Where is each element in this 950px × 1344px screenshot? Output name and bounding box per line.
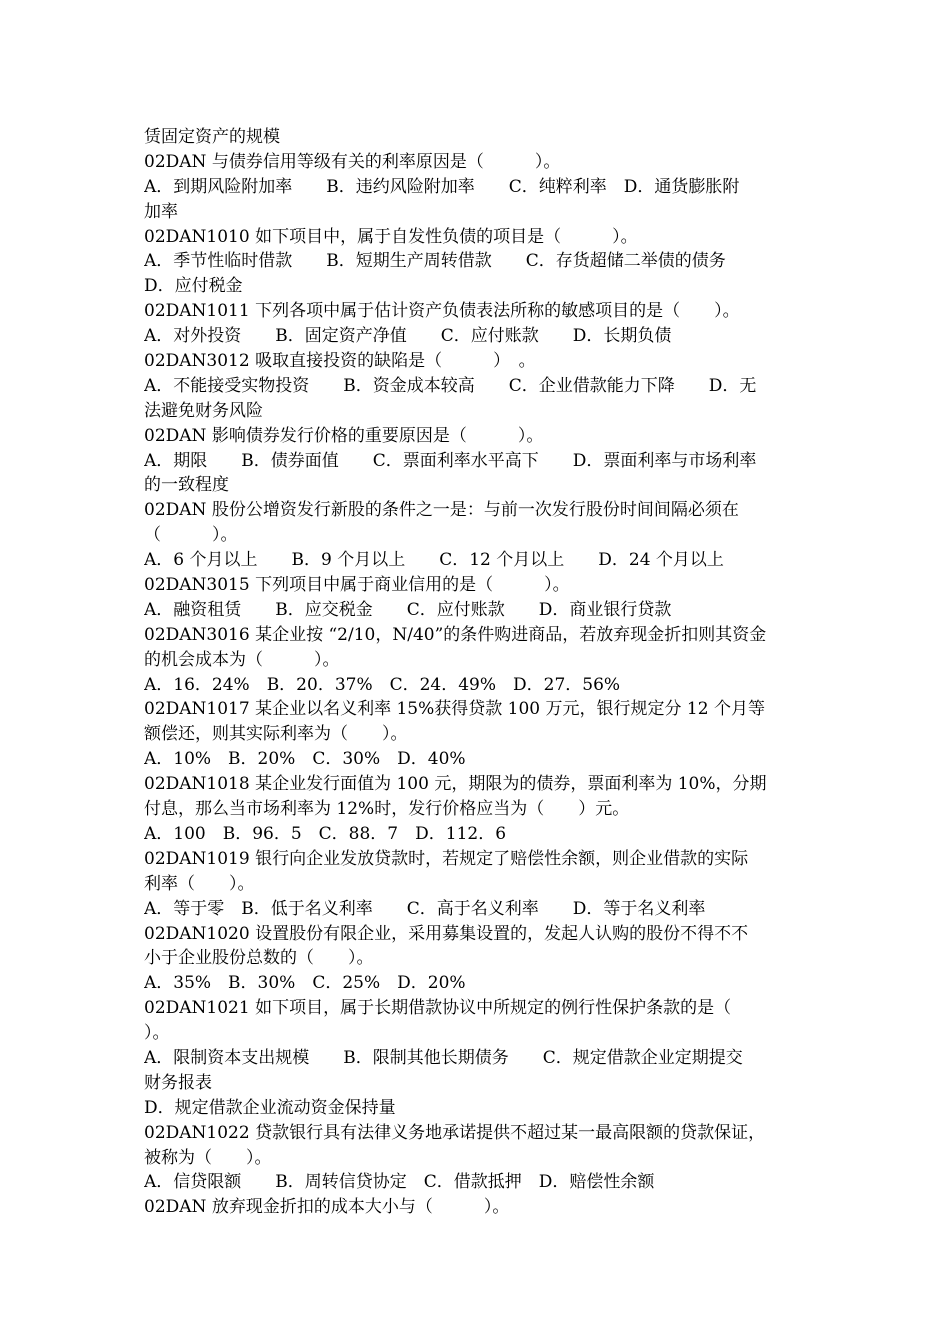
text-line: ）。 [144, 1023, 170, 1044]
text-line: A．35% B．30% C．25% D．20% [144, 973, 466, 994]
text-line: 利率（ ）。 [144, 873, 255, 894]
text-line: 赁固定资产的规模 [144, 127, 280, 147]
text-line: 法避免财务风险 [144, 400, 263, 421]
text-line: A．10% B．20% C．30% D．40% [144, 749, 466, 770]
text-line: 02DAN1020 设置股份有限企业，采用募集设置的，发起人认购的股份不得不不 [144, 923, 749, 944]
text-line: A．100 B．96．5 C．88．7 D．112．6 [144, 823, 507, 844]
text-line: 02DAN1017 某企业以名义利率 15%获得贷款 100 万元，银行规定分 12 个月等 [144, 699, 765, 720]
text-line: A．融资租赁 B．应交税金 C．应付账款 D．商业银行贷款 [144, 599, 672, 620]
text-line: 被称为（ ）。 [144, 1147, 272, 1168]
text-line: A．季节性临时借款 B．短期生产周转借款 C．存货超储二举债的债务 [144, 251, 726, 272]
text-line: 02DAN3016 某企业按 “2/10，N/40”的条件购进商品，若放弃现金折扣则其资金 [144, 624, 767, 645]
text-line: A．到期风险附加率 B．违约风险附加率 C．纯粹利率 D．通货膨胀附 [144, 176, 740, 197]
text-line: 02DAN1010 如下项目中，属于自发性负债的项目是（ ）。 [144, 226, 638, 247]
text-line: A．16．24% B．20．37% C．24．49% D．27．56% [144, 674, 621, 695]
text-line: 02DAN3012 吸取直接投资的缺陷是（ ） 。 [144, 351, 536, 372]
text-line: A．期限 B．债券面值 C．票面利率水平高下 D．票面利率与市场利率 [144, 450, 757, 471]
text-line: 02DAN 与债券信用等级有关的利率原因是（ ）。 [144, 151, 561, 172]
text-line: 额偿还，则其实际利率为（ ）。 [144, 724, 408, 745]
text-line: A．限制资本支出规模 B．限制其他长期债务 C．规定借款企业定期提交 [144, 1047, 743, 1068]
text-line: 加率 [144, 201, 178, 222]
text-line: A．6 个月以上 B．9 个月以上 C．12 个月以上 D．24 个月以上 [144, 550, 724, 571]
text-line: D．规定借款企业流动资金保持量 [144, 1097, 396, 1118]
text-line: 02DAN 放弃现金折扣的成本大小与（ ）。 [144, 1197, 510, 1218]
text-line: 02DAN 影响债券发行价格的重要原因是（ ）。 [144, 425, 544, 446]
document-body [144, 125, 816, 1220]
text-line: A．信贷限额 B．周转信贷协定 C．借款抵押 D．赔偿性余额 [144, 1172, 655, 1193]
text-line: A．等于零 B．低于名义利率 C．高于名义利率 D．等于名义利率 [144, 898, 706, 919]
text-line: 02DAN1011 下列各项中属于估计资产负债表法所称的敏感项目的是（ ）。 [144, 301, 740, 322]
text-line: （ ）。 [144, 525, 238, 546]
text-line: 02DAN 股份公增资发行新股的条件之一是：与前一次发行股份时间间隔必须在 [144, 500, 739, 521]
text-line: 02DAN1021 如下项目，属于长期借款协议中所规定的例行性保护条款的是（ [144, 998, 732, 1019]
text-line: 02DAN1018 某企业发行面值为 100 元，期限为的债券，票面利率为 10%，分期 [144, 774, 767, 795]
text-line: 的一致程度 [144, 475, 229, 496]
text-line: 小于企业股份总数的（ ）。 [144, 948, 374, 969]
text-line: 付息，那么当市场利率为 12%时，发行价格应当为（ ）元。 [144, 799, 630, 820]
text-line: 02DAN1022 贷款银行具有法律义务地承诺提供不超过某一最高限额的贷款保证， [144, 1122, 766, 1143]
text-line: 的机会成本为（ ）。 [144, 649, 340, 670]
text-line: A．对外投资 B．固定资产净值 C．应付账款 D．长期负债 [144, 326, 672, 347]
text-line: D．应付税金 [144, 276, 243, 297]
text-line: 02DAN3015 下列项目中属于商业信用的是（ ）。 [144, 575, 570, 596]
text-line: A．不能接受实物投资 B．资金成本较高 C．企业借款能力下降 D．无 [144, 375, 757, 396]
text-line: 02DAN1019 银行向企业发放贷款时，若规定了赔偿性余额，则企业借款的实际 [144, 848, 749, 869]
text-line: 财务报表 [144, 1072, 212, 1093]
